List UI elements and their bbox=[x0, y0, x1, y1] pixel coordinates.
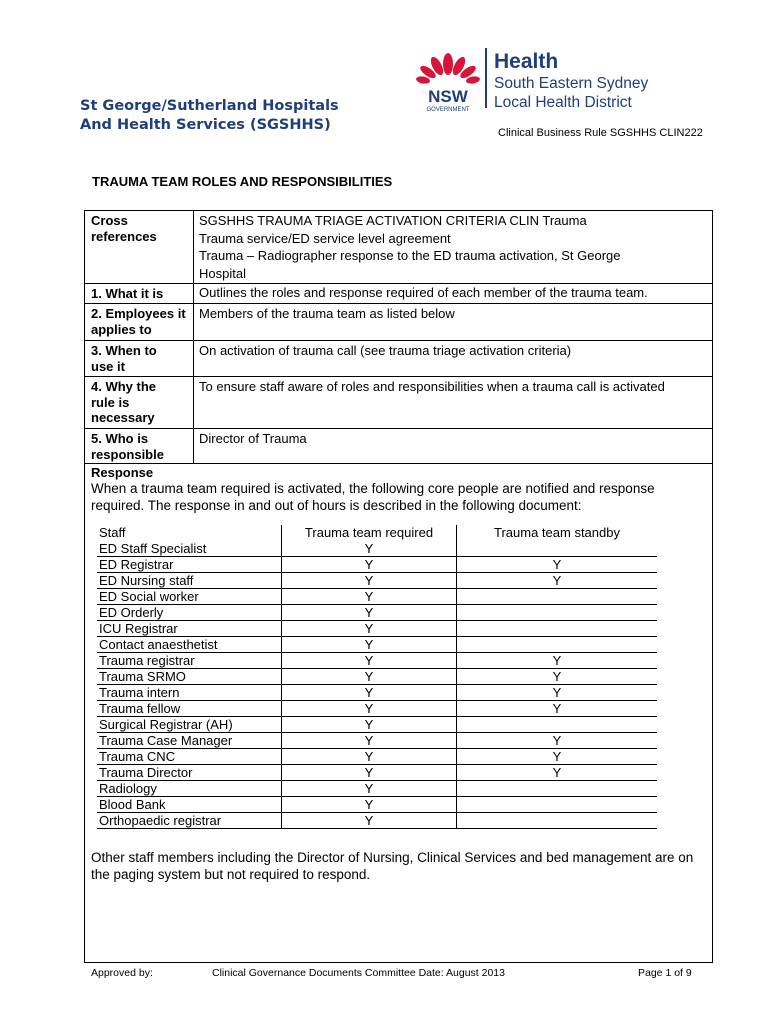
staff-table-row bbox=[97, 573, 657, 589]
staff-table-row bbox=[97, 653, 657, 669]
staff-table-row bbox=[97, 589, 657, 605]
standby-cell: Y bbox=[552, 653, 562, 668]
response-heading: Response bbox=[91, 465, 154, 480]
cross-reference-line: Trauma service/ED service level agreement bbox=[199, 230, 451, 246]
staff-name-cell: Trauma Case Manager bbox=[99, 733, 233, 748]
staff-table-row bbox=[97, 605, 657, 621]
required-cell: Y bbox=[364, 637, 374, 652]
staff-table-row bbox=[97, 749, 657, 765]
logo-government-text: GOVERNMENT bbox=[426, 107, 470, 113]
standby-cell bbox=[457, 605, 657, 620]
staff-name-cell: Radiology bbox=[99, 781, 157, 796]
standby-cell: Y bbox=[552, 669, 562, 684]
staff-name-cell: ED Social worker bbox=[99, 589, 199, 604]
row-divider bbox=[84, 463, 713, 464]
staff-name-cell: Contact anaesthetist bbox=[99, 637, 218, 652]
staff-name-cell: Orthopaedic registrar bbox=[99, 813, 222, 828]
standby-cell: Y bbox=[552, 733, 562, 748]
what-it-is-value: Outlines the roles and response required of each member of the trauma team. bbox=[199, 285, 648, 300]
required-cell: Y bbox=[364, 781, 374, 796]
cross-reference-line: Trauma – Radiographer response to the ED trauma activation, St George bbox=[199, 248, 621, 263]
standby-cell: Y bbox=[552, 573, 562, 588]
why-necessary-value: To ensure staff aware of roles and responsibilities when a trauma call is activated bbox=[199, 379, 665, 394]
when-to-use-label: 3. When to use it bbox=[91, 343, 157, 374]
required-cell: Y bbox=[364, 589, 374, 604]
staff-column-header: Staff bbox=[99, 525, 126, 540]
organization-name bbox=[80, 97, 380, 135]
response-intro: When a trauma team required is activated, the following core people are notified and response required. The response in and out of hours is described in the following document: bbox=[91, 481, 655, 513]
health-district-block bbox=[494, 50, 648, 112]
standby-cell bbox=[457, 541, 657, 556]
required-cell: Y bbox=[364, 701, 374, 716]
staff-name-cell: Trauma intern bbox=[99, 685, 180, 700]
who-responsible-value: Director of Trauma bbox=[199, 431, 307, 446]
staff-table-row bbox=[97, 541, 657, 557]
standby-cell bbox=[457, 621, 657, 636]
staff-name-cell: Trauma SRMO bbox=[99, 669, 186, 684]
health-sub-line1: South Eastern Sydney bbox=[494, 75, 649, 92]
waratah-icon bbox=[415, 53, 480, 85]
staff-table-row bbox=[97, 797, 657, 813]
employees-value: Members of the trauma team as listed below bbox=[199, 306, 455, 321]
staff-table-row bbox=[97, 733, 657, 749]
footer-page-number: Page 1 of 9 bbox=[638, 967, 692, 979]
cross-references-label: Cross references bbox=[91, 213, 157, 244]
staff-name-cell: Trauma Director bbox=[99, 765, 193, 780]
org-name-line2: And Health Services (SGSHHS) bbox=[80, 117, 331, 133]
standby-cell bbox=[457, 781, 657, 796]
required-cell: Y bbox=[364, 733, 374, 748]
standby-cell bbox=[457, 717, 657, 732]
staff-name-cell: ICU Registrar bbox=[99, 621, 178, 636]
closing-note: Other staff members including the Director of Nursing, Clinical Services and bed management are on the paging system but not required to respond. bbox=[91, 850, 694, 882]
staff-table-row bbox=[97, 621, 657, 637]
footer-committee-date: Clinical Governance Documents Committee Date: August 2013 bbox=[212, 967, 505, 979]
row-divider bbox=[84, 303, 713, 304]
cross-reference-line: Hospital bbox=[199, 265, 246, 281]
staff-response-table bbox=[97, 525, 657, 829]
required-cell: Y bbox=[364, 797, 374, 812]
table-column-divider bbox=[193, 210, 194, 464]
standby-cell bbox=[457, 797, 657, 812]
staff-table-row bbox=[97, 781, 657, 797]
row-divider bbox=[84, 376, 713, 377]
staff-name-cell: ED Nursing staff bbox=[99, 573, 194, 588]
staff-name-cell: Trauma fellow bbox=[99, 701, 181, 716]
cross-references-value bbox=[199, 212, 704, 282]
org-name-line1: St George/Sutherland Hospitals bbox=[80, 98, 339, 114]
required-cell: Y bbox=[364, 669, 374, 684]
standby-column-header: Trauma team standby bbox=[494, 525, 620, 540]
footer-approved-by: Approved by: bbox=[91, 967, 153, 979]
who-responsible-label: 5. Who is responsible bbox=[91, 431, 164, 462]
standby-cell bbox=[457, 589, 657, 604]
standby-cell: Y bbox=[552, 749, 562, 764]
staff-name-cell: ED Registrar bbox=[99, 557, 174, 572]
staff-table-row bbox=[97, 701, 657, 717]
cross-reference-line: SGSHHS TRAUMA TRIAGE ACTIVATION CRITERIA CLIN Trauma bbox=[199, 213, 587, 228]
document-title: TRAUMA TEAM ROLES AND RESPONSIBILITIES bbox=[92, 174, 393, 189]
health-sub-line2: Local Health District bbox=[494, 94, 632, 111]
staff-name-cell: ED Orderly bbox=[99, 605, 164, 620]
why-necessary-label: 4. Why the rule is necessary bbox=[91, 379, 157, 425]
staff-table-row bbox=[97, 557, 657, 573]
staff-name-cell: Trauma CNC bbox=[99, 749, 176, 764]
staff-name-cell: Blood Bank bbox=[99, 797, 166, 812]
required-cell: Y bbox=[364, 621, 374, 636]
standby-cell: Y bbox=[552, 685, 562, 700]
required-cell: Y bbox=[364, 685, 374, 700]
standby-cell: Y bbox=[552, 765, 562, 780]
nsw-waratah-logo bbox=[412, 44, 484, 116]
row-divider bbox=[84, 340, 713, 341]
employees-label: 2. Employees it applies to bbox=[91, 306, 186, 337]
staff-table-header bbox=[97, 525, 657, 541]
standby-cell: Y bbox=[552, 701, 562, 716]
staff-name-cell: ED Staff Specialist bbox=[99, 541, 207, 556]
logo-nsw-text: NSW bbox=[428, 87, 468, 106]
required-cell: Y bbox=[364, 573, 374, 588]
staff-name-cell: Trauma registrar bbox=[99, 653, 195, 668]
row-divider bbox=[84, 428, 713, 429]
staff-table-row bbox=[97, 765, 657, 781]
required-cell: Y bbox=[364, 717, 374, 732]
standby-cell: Y bbox=[552, 557, 562, 572]
health-title: Health bbox=[494, 50, 559, 73]
staff-table-row bbox=[97, 813, 657, 829]
standby-cell bbox=[457, 637, 657, 652]
standby-cell bbox=[457, 813, 657, 828]
required-cell: Y bbox=[364, 653, 374, 668]
required-column-header: Trauma team required bbox=[304, 525, 434, 540]
logo-divider bbox=[485, 48, 487, 108]
what-it-is-label: 1. What it is bbox=[91, 286, 164, 301]
staff-table-row bbox=[97, 669, 657, 685]
required-cell: Y bbox=[364, 605, 374, 620]
staff-table-row bbox=[97, 685, 657, 701]
required-cell: Y bbox=[364, 557, 374, 572]
staff-table-row bbox=[97, 637, 657, 653]
business-rule-reference: Clinical Business Rule SGSHHS CLIN222 bbox=[498, 127, 703, 139]
when-to-use-value: On activation of trauma call (see trauma triage activation criteria) bbox=[199, 343, 572, 358]
required-cell: Y bbox=[364, 813, 374, 828]
required-cell: Y bbox=[364, 749, 374, 764]
required-cell: Y bbox=[364, 541, 374, 556]
staff-table-row bbox=[97, 717, 657, 733]
staff-name-cell: Surgical Registrar (AH) bbox=[99, 717, 233, 732]
required-cell: Y bbox=[364, 765, 374, 780]
